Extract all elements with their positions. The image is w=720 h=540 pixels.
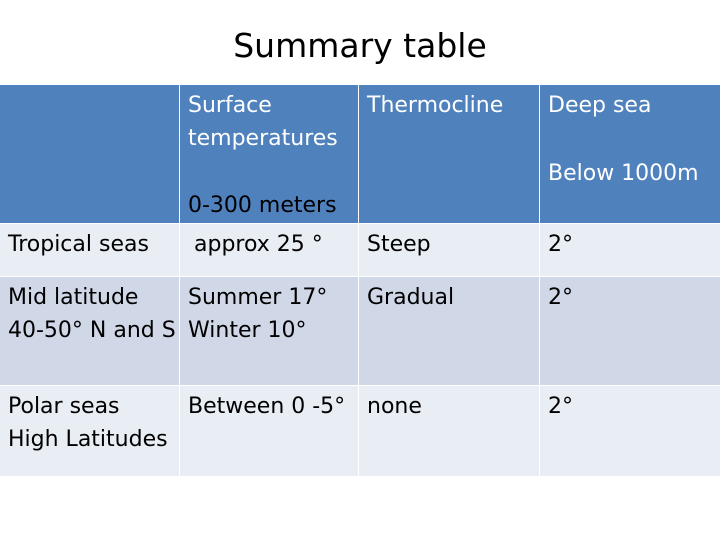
table-row-3-thermocline: [359, 386, 539, 476]
header-cell-deep: [540, 85, 720, 223]
header-deep: Deep sea: [548, 93, 652, 118]
row1-thermocline: Steep: [367, 232, 431, 257]
row2-region-line1: Mid latitude: [8, 285, 139, 310]
page-title: Summary table: [233, 26, 487, 65]
table-row-2-deep: [540, 277, 720, 385]
row1-deep: 2°: [548, 232, 573, 257]
table-row-1-thermocline: [359, 224, 539, 276]
header-thermocline: Thermocline: [367, 93, 504, 118]
row3-region-line2: High Latitudes: [8, 427, 168, 452]
row3-region-line1: Polar seas: [8, 394, 120, 419]
header-deep-sub: Below 1000m: [548, 161, 699, 186]
table-row-3-surface: [180, 386, 358, 476]
table-row-1-deep: [540, 224, 720, 276]
table-row-1-surface: [180, 224, 358, 276]
header-surface-line2: temperatures: [188, 126, 338, 151]
header-surface-sub: 0-300 meters: [188, 193, 337, 218]
table-row-2-region: [0, 277, 179, 385]
row3-deep: 2°: [548, 394, 573, 419]
header-surface-line1: Surface: [188, 93, 272, 118]
row3-surface: Between 0 -5°: [188, 394, 346, 419]
table-row-3-deep: [540, 386, 720, 476]
row2-thermocline: Gradual: [367, 285, 455, 310]
table-row-2-thermocline: [359, 277, 539, 385]
row3-thermocline: none: [367, 394, 422, 419]
header-cell-thermocline: [359, 85, 539, 223]
row2-deep: 2°: [548, 285, 573, 310]
table-row-3-region: [0, 386, 179, 476]
row2-region-line2: 40-50° N and S: [8, 318, 176, 343]
row1-region: Tropical seas: [8, 232, 149, 257]
table-row-2-surface: [180, 277, 358, 385]
row1-surface: approx 25 °: [194, 232, 323, 257]
row2-surface-line2: Winter 10°: [188, 318, 307, 343]
table-row-1-region: [0, 224, 179, 276]
header-cell-region: [0, 85, 179, 223]
row2-surface-line1: Summer 17°: [188, 285, 328, 310]
